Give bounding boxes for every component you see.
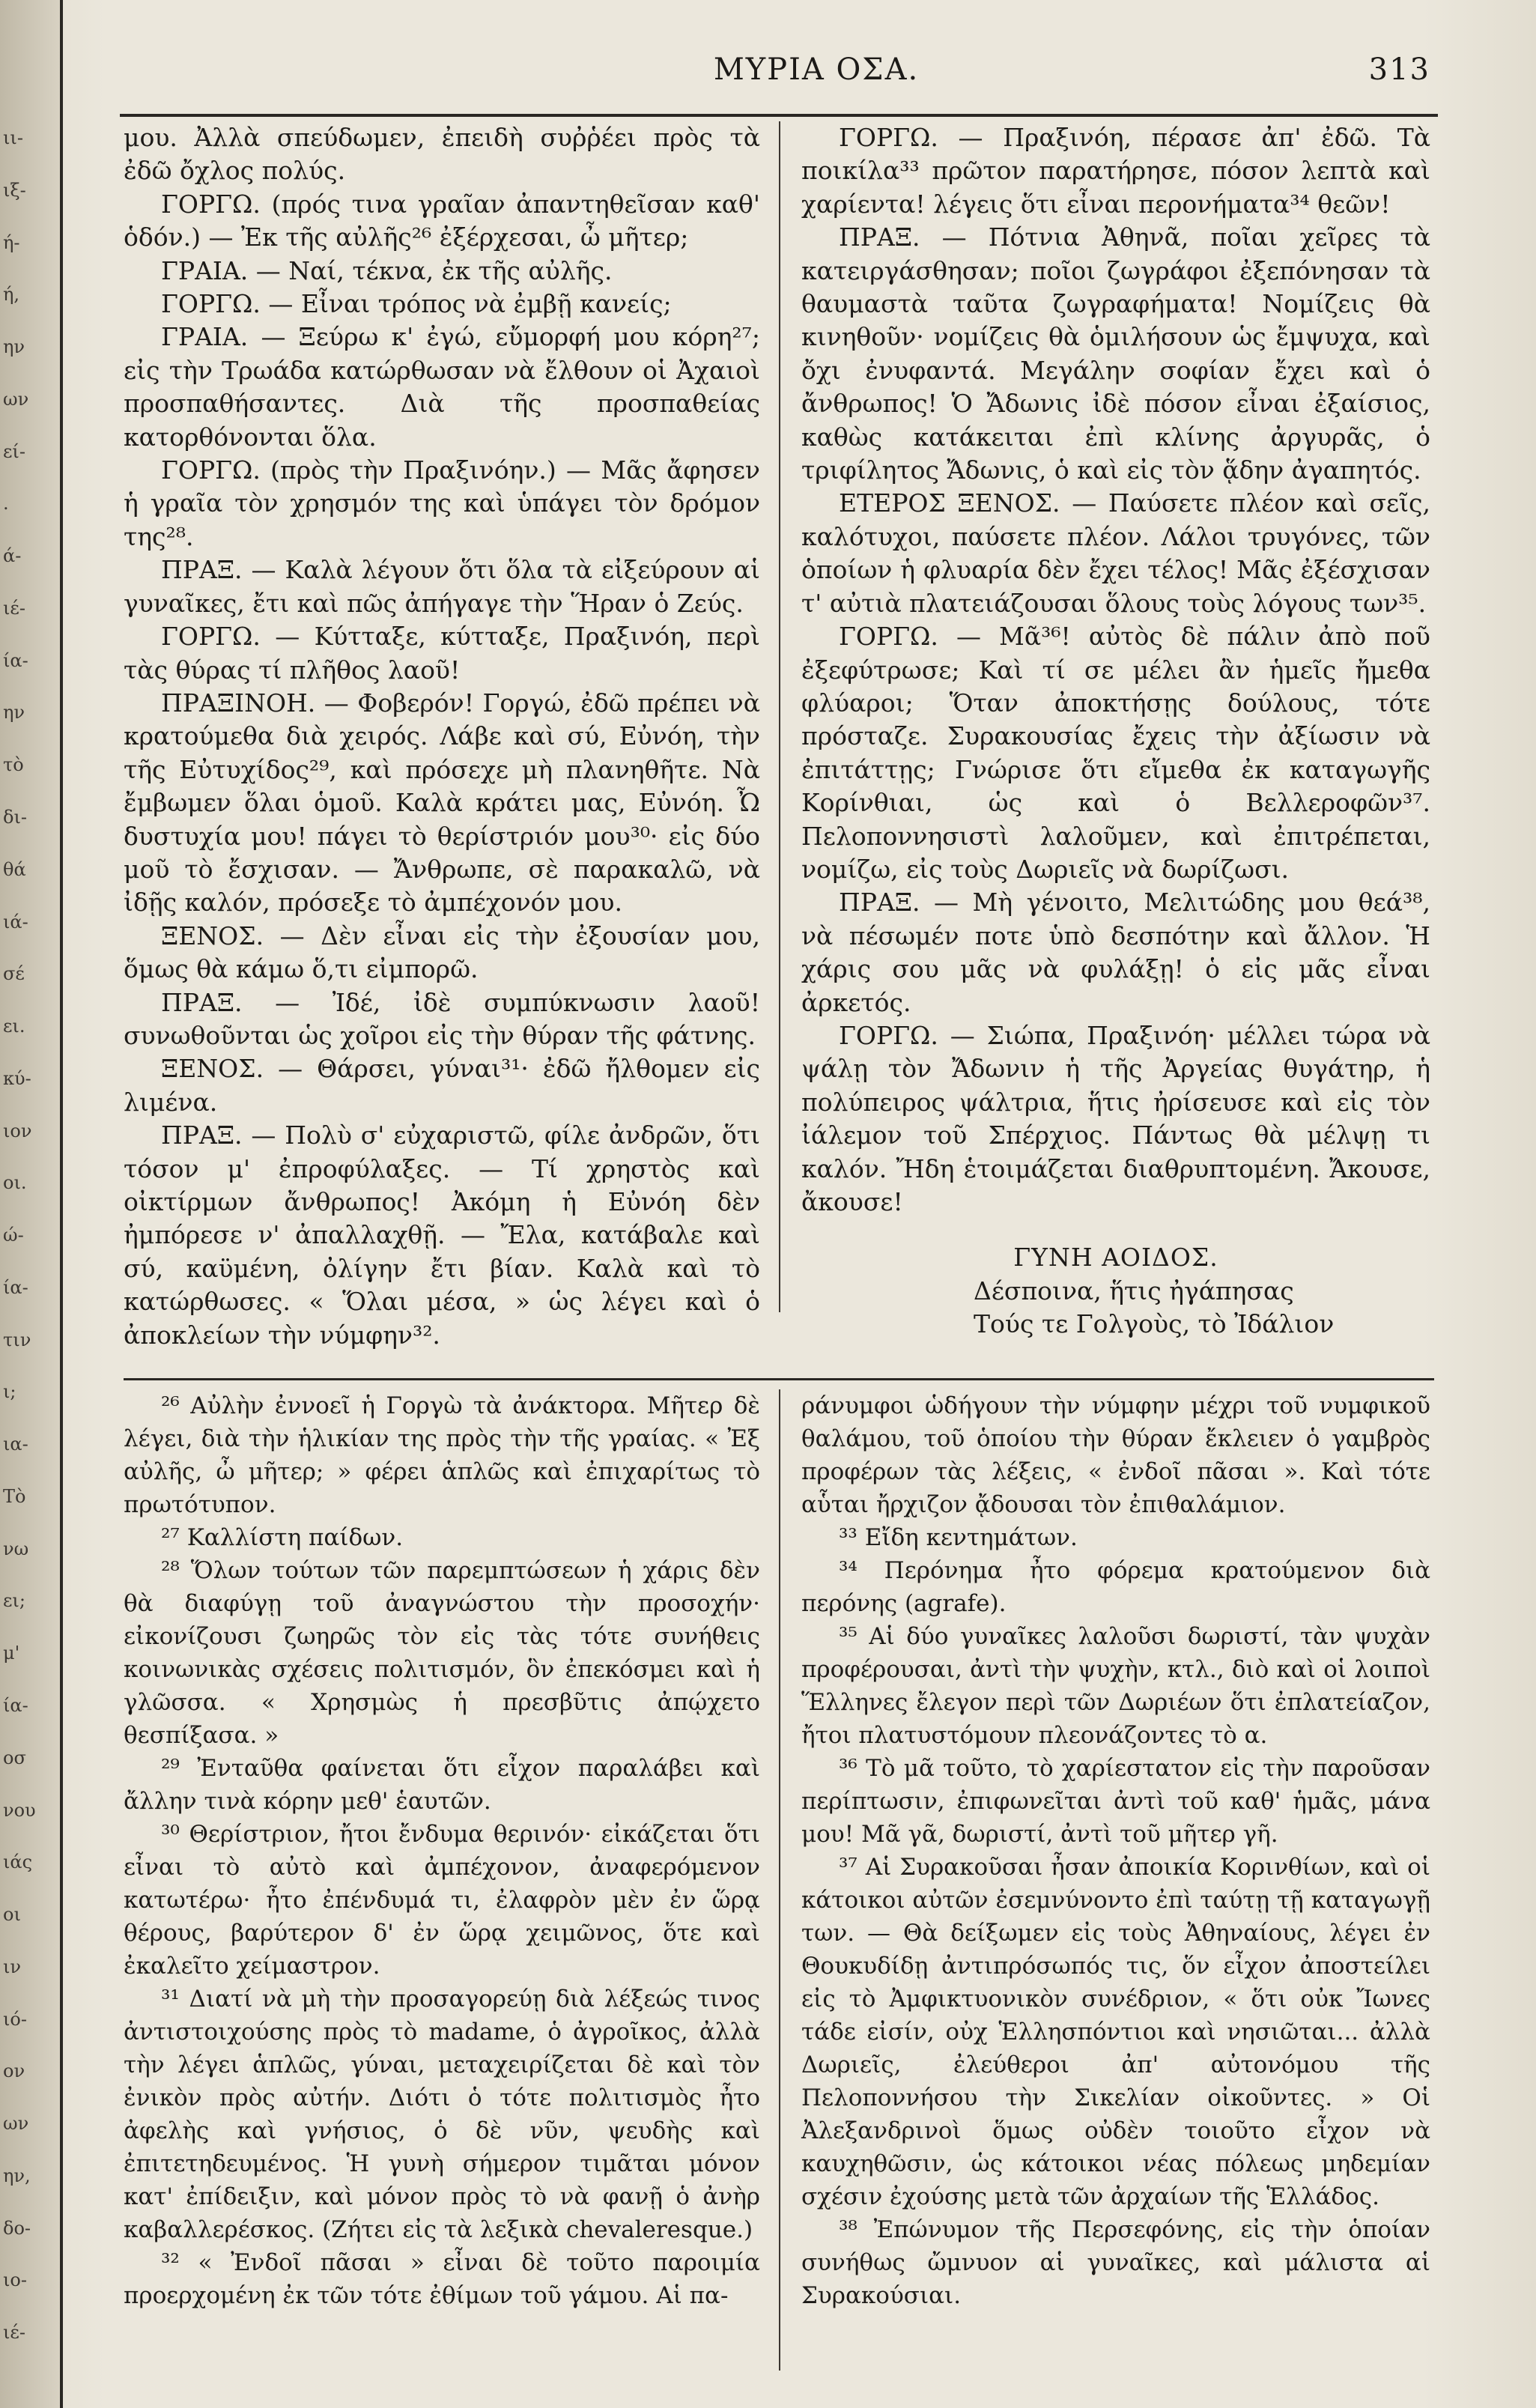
paragraph: ΓΟΡΓΩ. — Πραξινόη, πέρασε ἀπ' ἐδῶ. Τὰ ποικίλα³³ πρῶτον παρατήρησε, πόσον λεπτὰ καὶ χαρίεντα! λέγεις ὅτι εἶναι περονήματα³⁴ θεῶν! (801, 123, 1430, 219)
right-footnotes (801, 1389, 1430, 2312)
gutter-fragment: ων (3, 2113, 29, 2135)
gutter-fragment: ων (3, 388, 29, 410)
song-heading: ΓΥΝΗ ΑΟΙΔΟΣ. (1013, 1243, 1218, 1273)
footnote: ³⁵ Αἱ δύο γυναῖκες λαλοῦσι δωριστί, τὰν ψυχὰν προφέρουσαι, ἀντὶ τὴν ψυχὴν, κτλ., διὸ καὶ οἱ λοιποὶ Ἕλληνες ἔλεγον περὶ τῶν Δωριέων ὅτι ἐπλατείαζον, ἤτοι πλατυστόμουν πλεονάζοντες τὸ α. (801, 1623, 1430, 1749)
paragraph: ΕΤΕΡΟΣ ΞΕΝΟΣ. — Παύσετε πλέον καὶ σεῖς, καλότυχοι, παύσετε πλέον. Λάλοι τρυγόνες, τῶν ὁποίων ἡ φλυαρία δὲν ἔχει τέλος! Μᾶς ἐξέσχισαν τ' αὐτιὰ πλατειάζουσαι ὅλους τοὺς λόγους των³⁵. (801, 488, 1430, 618)
page-number: 313 (1368, 52, 1430, 87)
gutter-fragment: ή- (3, 231, 20, 253)
paragraph: ΓΟΡΓΩ. (πρός τινα γραῖαν ἀπαντηθεῖσαν καθ' ὁδόν.) — Ἐκ τῆς αὐλῆς²⁶ ἐξέρχεσαι, ὦ μῆτερ; (124, 189, 760, 252)
gutter-fragment: δι- (3, 806, 27, 828)
footnote: ράνυμφοι ὡδήγουν τὴν νύμφην μέχρι τοῦ νυμφικοῦ θαλάμου, τοῦ ὁποίου τὴν θύραν ἔκλειεν ὁ γαμβρὸς προφέρων τὰς λέξεις, « ἐνδοῖ πᾶσαι ». Καὶ τότε αὗται ἤρχιζον ᾄδουσαι τὸν ἐπιθαλάμιον. (801, 1392, 1430, 1518)
footnote: ³⁴ Περόνημα ἦτο φόρεμα κρατούμενον διὰ περόνης (agrafe). (801, 1557, 1430, 1617)
footnote-rule (124, 1378, 1434, 1380)
gutter-fragment: ιό- (3, 2008, 27, 2030)
gutter-fragment: ια- (3, 1434, 28, 1455)
gutter-fragment: ιν (3, 1956, 21, 1977)
gutter-fragment: ιον (3, 1120, 32, 1141)
previous-page-edge (0, 0, 63, 2408)
gutter-fragment: νω (3, 1538, 29, 1559)
gutter-fragment: σέ (3, 963, 25, 985)
paragraph: ΓΟΡΓΩ. — Μᾶ³⁶! αὐτὸς δὲ πάλιν ἀπὸ ποῦ ἐξεφύτρωσε; Καὶ τί σε μέλει ἂν ἡμεῖς ἤμεθα φλύαροι; Ὅταν ἀποκτήσῃς δούλους, τότε πρόσταζε. Συρακουσίας ἔχεις τὴν ἀξίωσιν νὰ ἐπιτάττῃς; Γνώρισε ὅτι εἴμεθα ἐκ καταγωγῆς Κορίνθιαι, ὡς καὶ ὁ Βελλεροφῶν³⁷. Πελοποννησιστὶ λαλοῦμεν, καὶ ἐπιτρέπεται, νομίζω, εἰς τοὺς Δωριεῖς νὰ δωρίζωσι. (801, 622, 1430, 884)
paragraph: ΓΟΡΓΩ. — Εἶναι τρόπος νὰ ἐμβῇ κανείς; (161, 289, 672, 319)
paragraph: ΠΡΑΞ. — Καλὰ λέγουν ὅτι ὅλα τὰ εἰξεύρουν αἱ γυναῖκες, ἔτι καὶ πῶς ἀπήγαγε τὴν Ἥραν ὁ Ζεύς. (124, 555, 760, 618)
gutter-fragment: ιάς (3, 1852, 33, 1873)
paragraph: ΞΕΝΟΣ. — Δὲν εἶναι εἰς τὴν ἐξουσίαν μου, ὅμως θὰ κάμω ὅ,τι εἰμπορῶ. (124, 921, 760, 984)
gutter-fragment: ά- (3, 545, 22, 567)
header-rule (120, 114, 1438, 117)
gutter-fragment: . (3, 493, 9, 515)
footnote: ³⁶ Τὸ μᾶ τοῦτο, τὸ χαρίεστατον εἰς τὴν παροῦσαν περίπτωσιν, ἐπιφωνεῖται ἀντὶ τοῦ καθ' ἡμᾶς, μάνα μου! Μᾶ γᾶ, δωριστί, ἀντὶ τοῦ μῆτερ γῆ. (801, 1755, 1430, 1848)
gutter-fragment: ώ- (3, 1225, 24, 1246)
gutter-fragment: Τὸ (3, 1485, 26, 1507)
paragraph: ΓΟΡΓΩ. — Σιώπα, Πραξινόη· μέλλει τώρα νὰ ψάλῃ τὸν Ἄδωνιν ἡ τῆς Ἀργείας θυγάτηρ, ἡ πολύπειρος ψάλτρια, ἥτις ἠρίσευσε καὶ εἰς τὸν ἰάλεμον τοῦ Σπέρχιος. Πάντως θὰ μέλψῃ τι καλόν. Ἤδη ἑτοιμάζεται διαθρυπτομένη. Ἄκουσε, ἄκουσε! (801, 1020, 1430, 1216)
running-title: ΜΥΡΙΑ ΟΣΑ. (713, 52, 920, 87)
gutter-fragment: οι (3, 1904, 21, 1926)
gutter-fragment: ει. (3, 1016, 25, 1037)
gutter-fragment: νου (3, 1799, 36, 1821)
gutter-fragment: τιν (3, 1329, 31, 1350)
gutter-fragment: κύ- (3, 1067, 31, 1089)
gutter-fragment: ία- (3, 1276, 28, 1298)
paragraph: ΠΡΑΞ. — Πότνια Ἀθηνᾶ, ποῖαι χεῖρες τὰ κατειργάσθησαν; ποῖοι ζωγράφοι ἐξεπόνησαν τὰ θαυμαστὰ ταῦτα ζωγραφήματα! Νομίζεις θὰ κινηθοῦν· νομίζεις θὰ ὁμιλήσουν ὡς ἔμψυχα, καὶ ὄχι ἐνυφαντά. Μεγάλην σοφίαν ἔχει καὶ ὁ ἄνθρωπος! Ὁ Ἄδωνις ἰδὲ πόσον εἶναι ἐξαίσιος, καθὼς κατάκειται ἐπὶ κλίνης ἀργυρᾶς, ὁ τριφίλητος Ἄδωνις, ὁ καὶ εἰς τὸν ᾅδην ἀγαπητός. (801, 222, 1430, 485)
gutter-fragment: ην (3, 336, 25, 358)
footnote: ³⁰ Θερίστριον, ἤτοι ἔνδυμα θερινόν· εἰκάζεται ὅτι εἶναι τὸ αὐτὸ καὶ ἀμπέχονον, ἀναφερόμενον κατωτέρω· ἦτο ἐπένδυμά τι, ἐλαφρὸν μὲν ἐν ὥρᾳ θέρους, βαρύτερον δ' ἐν ὥρᾳ χειμῶνος, ὅτε καὶ ἐκαλεῖτο χείμαστρον. (124, 1821, 760, 1980)
gutter-fragment: τὸ (3, 754, 24, 776)
footnote-column-divider (779, 1389, 780, 2371)
paragraph: μου. Ἀλλὰ σπεύδωμεν, ἐπειδὴ συῤῥέει πρὸς τὰ ἐδῶ ὄχλος πολύς. (124, 123, 760, 186)
gutter-fragment: ον (3, 2060, 25, 2082)
gutter-fragment: ή, (3, 284, 20, 306)
paragraph: ΠΡΑΞΙΝΟΗ. — Φοβερόν! Γοργώ, ἐδῶ πρέπει νὰ κρατούμεθα διὰ χειρός. Λάβε καὶ σύ, Εὐνόη, τὴν τῆς Εὐτυχίδος²⁹, καὶ πρόσεχε μὴ πλανηθῆτε. Νὰ ἔμβωμεν ὅλαι ὁμοῦ. Καλὰ κράτει μας, Εὐνόη. Ὦ δυστυχία μου! πάγει τὸ θερίστριόν μου³⁰· εἰς δύο μοῦ τὸ ἔσχισαν. — Ἄνθρωπε, σὲ παρακαλῶ, νὰ ἰδῇς καλόν, πρόσεξε τὸ ἀμπέχονόν μου. (124, 688, 760, 918)
gutter-fragment: ην, (3, 2165, 31, 2186)
gutter-fragment: θά (3, 858, 26, 880)
paragraph: ΠΡΑΞ. — Ἰδέ, ἰδὲ συμπύκνωσιν λαοῦ! συνωθοῦνται ὡς χοῖροι εἰς τὴν θύραν τῆς φάτνης. (124, 987, 760, 1050)
footnote: ²⁹ Ἐνταῦθα φαίνεται ὅτι εἶχον παραλάβει καὶ ἄλλην τινὰ κόρην μεθ' ἑαυτῶν. (124, 1755, 760, 1815)
paragraph: ΠΡΑΞ. — Πολὺ σ' εὐχαριστῶ, φίλε ἀνδρῶν, ὅτι τόσον μ' ἐπροφύλαξες. — Τί χρηστὸς καὶ οἰκτίρμων ἄνθρωπος! Ἀκόμη ἡ Εὐνόη δὲν ἠμπόρεσε ν' ἀπαλλαχθῇ. — Ἔλα, κατάβαλε καὶ σύ, καϋμένη, ὀλίγην ἔτι βίαν. Καλὰ καὶ τὸ κατώρθωσες. « Ὅλαι μέσα, » ὡς λέγει καὶ ὁ ἀποκλείων τὴν νύμφην³². (124, 1120, 760, 1350)
footnote: ³² « Ἐνδοῖ πᾶσαι » εἶναι δὲ τοῦτο παροιμία προερχομένη ἐκ τῶν τότε ἐθίμων τοῦ γάμου. Αἱ πα- (124, 2249, 760, 2309)
left-footnotes (124, 1389, 760, 2312)
gutter-fragment: ιξ- (3, 179, 26, 201)
gutter-fragment: ι; (3, 1381, 16, 1403)
verse-line: Δέσποινα, ἥτις ἠγάπησας (974, 1276, 1294, 1305)
gutter-fragment: ιέ- (3, 597, 25, 619)
footnote: ³⁸ Ἐπώνυμον τῆς Περσεφόνης, εἰς τὴν ὁποίαν συνήθως ὤμνυον αἱ γυναῖκες, καὶ μάλιστα αἱ Συρακούσιαι. (801, 2216, 1430, 2309)
verse-line: Τούς τε Γολγοὺς, τὸ Ἰδάλιον (974, 1309, 1335, 1339)
column-divider (779, 121, 780, 1312)
paragraph: ΞΕΝΟΣ. — Θάρσει, γύναι³¹· ἐδῶ ἤλθομεν εἰς λιμένα. (124, 1054, 760, 1117)
paragraph: ΠΡΑΞ. — Μὴ γένοιτο, Μελιτώδης μου θεά³⁸, νὰ πέσωμέν ποτε ὑπὸ δεσπότην καὶ ἄλλον. Ἡ χάρις σου μᾶς νὰ φυλάξῃ! ὁ εἰς μᾶς εἶναι ἀρκετός. (801, 888, 1430, 1017)
gutter-fragment: ει; (3, 1590, 25, 1612)
gutter-fragment: μ' (3, 1643, 20, 1664)
gutter-fragment: δο- (3, 2217, 31, 2239)
paragraph: ΓΟΡΓΩ. (πρὸς τὴν Πραξινόην.) — Μᾶς ἄφησεν ἡ γραῖα τὸν χρησμόν της καὶ ὑπάγει τὸν δρόμον της²⁸. (124, 455, 760, 551)
paragraph: ΓΡΑΙΑ. — Ξεύρω κ' ἐγώ, εὔμορφή μου κόρη²⁷; εἰς τὴν Τρωάδα κατώρθωσαν νὰ ἔλθουν οἱ Ἀχαιοὶ προσπαθήσαντες. Διὰ τῆς προσπαθείας κατορθόνονται ὅλα. (124, 322, 760, 452)
left-text-column (124, 121, 760, 1352)
gutter-fragment: ιο- (3, 2269, 27, 2291)
gutter-fragment: ία- (3, 649, 28, 671)
gutter-fragment: οι. (3, 1172, 27, 1194)
gutter-fragment: ιά- (3, 911, 28, 932)
footnote: ²⁷ Καλλίστη παίδων. (161, 1524, 404, 1551)
paragraph: ΓΟΡΓΩ. — Κύτταξε, κύτταξε, Πραξινόη, περὶ τὰς θύρας τί πλῆθος λαοῦ! (124, 622, 760, 685)
right-text-column (801, 121, 1430, 1341)
gutter-fragment: ία- (3, 1695, 28, 1717)
footnote: ³³ Εἴδη κεντημάτων. (839, 1524, 1078, 1551)
footnote: ²⁸ Ὅλων τούτων τῶν παρεμπτώσεων ἡ χάρις δὲν θὰ διαφύγῃ τοῦ ἀναγνώστου τὴν προσοχήν· εἰκονίζουσι ζωηρῶς τὸν εἰς τὰς τότε συνήθεις κοινωνικὰς σχέσεις πολιτισμόν, ὃν ἐπεκόσμει καὶ ἡ γλῶσσα. « Χρησμὼς ἡ πρεσβῦτις ἀπῴχετο θεσπίξασα. » (124, 1557, 760, 1749)
gutter-fragment: ην (3, 702, 25, 724)
paragraph: ΓΡΑΙΑ. — Ναί, τέκνα, ἐκ τῆς αὐλῆς. (161, 255, 613, 285)
gutter-fragment: οσ (3, 1747, 26, 1768)
footnote: ³⁷ Αἱ Συρακοῦσαι ἦσαν ἀποικία Κορινθίων, καὶ οἱ κάτοικοι αὐτῶν ἐσεμνύνοντο ἐπὶ ταύτῃ τῇ καταγωγῇ των. — Θὰ δείξωμεν εἰς τοὺς Ἀθηναίους, λέγει ἐν Θουκυδίδῃ ἀντιπρόσωπός τις, ὅν εἶχον ἀποστείλει εἰς τὸ Ἀμφικτυονικὸν συνέδριον, « ὅτι οὐκ Ἴωνες τάδε εἰσίν, οὐχ Ἑλλησπόντιοι καὶ νησιῶται... ἀλλὰ Δωριεῖς, ἐλεύθεροι ἀπ' αὐτονόμου τῆς Πελοποννήσου τὴν Σικελίαν οἰκοῦντες. » Οἱ Ἀλεξανδρινοὶ ὅμως οὐδὲν τοιοῦτο εἶχον νὰ καυχηθῶσιν, ὡς κάτοικοι νέας πόλεως μηδεμίαν σχέσιν ἐχούσης μετὰ τῶν ἀρχαίων τῆς Ἑλλάδος. (801, 1854, 1430, 2210)
gutter-fragment: ιέ- (3, 2322, 25, 2344)
footnote: ²⁶ Αὐλὴν ἐννοεῖ ἡ Γοργὼ τὰ ἀνάκτορα. Μῆτερ δὲ λέγει, διὰ τὴν ἡλικίαν της πρὸς τὴν τῆς γραίας. « Ἐξ αὐλῆς, ὦ μῆτερ; » φέρει ἁπλῶς καὶ ἐπιχαρίτως τὸ πρωτότυπον. (124, 1392, 760, 1518)
gutter-fragment: εί- (3, 440, 25, 462)
footnote: ³¹ Διατί νὰ μὴ τὴν προσαγορεύῃ διὰ λέξεώς τινος ἀντιστοιχούσης πρὸς τὸ madame, ὁ ἀγροῖκος, ἀλλὰ τὴν λέγει ἁπλῶς, γύναι, μεταχειρίζεται δὲ καὶ τὸν ἐνικὸν πρὸς αὐτήν. Διότι ὁ τότε πολιτισμὸς ἦτο ἀφελὴς καὶ γνήσιος, ὁ δὲ νῦν, ψευδὴς καὶ ἐπιτετηδευμένος. Ἡ γυνὴ σήμερον τιμᾶται μόνον κατ' ἐπίδειξιν, καὶ μόνον πρὸς τὸ νὰ φανῇ ὁ ἀνὴρ καβαλλερέσκος. (Ζήτει εἰς τὰ λεξικὰ chevaleresque.) (124, 1986, 760, 2243)
gutter-fragment: ιι- (3, 127, 23, 148)
